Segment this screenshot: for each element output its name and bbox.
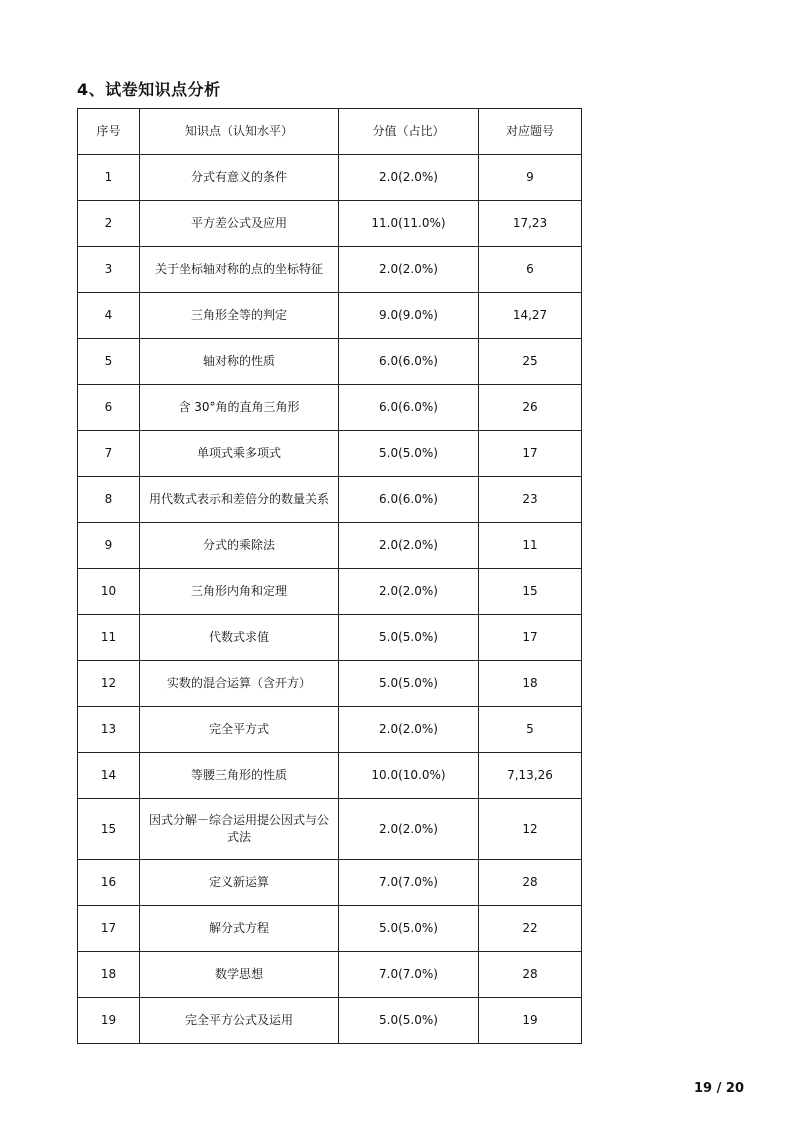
cell-score: 2.0(2.0%): [339, 799, 479, 860]
cell-index: 16: [78, 860, 140, 906]
table-row: [78, 155, 582, 201]
cell-score: 6.0(6.0%): [339, 339, 479, 385]
knowledge-point-table: [77, 108, 582, 1044]
cell-index: 18: [78, 952, 140, 998]
cell-question-numbers: 18: [479, 661, 582, 707]
cell-knowledge-point: 用代数式表示和差倍分的数量关系: [140, 477, 339, 523]
table-row: [78, 431, 582, 477]
cell-index: 3: [78, 247, 140, 293]
cell-question-numbers: 17: [479, 615, 582, 661]
cell-knowledge-point: 完全平方公式及运用: [140, 998, 339, 1044]
cell-score: 5.0(5.0%): [339, 998, 479, 1044]
table-row: [78, 799, 582, 860]
table-row: [78, 998, 582, 1044]
cell-score: 7.0(7.0%): [339, 952, 479, 998]
table-row: [78, 523, 582, 569]
cell-index: 17: [78, 906, 140, 952]
cell-question-numbers: 14,27: [479, 293, 582, 339]
cell-question-numbers: 11: [479, 523, 582, 569]
table-row: [78, 906, 582, 952]
cell-question-numbers: 26: [479, 385, 582, 431]
cell-index: 7: [78, 431, 140, 477]
cell-index: 5: [78, 339, 140, 385]
cell-score: 7.0(7.0%): [339, 860, 479, 906]
cell-score: 5.0(5.0%): [339, 431, 479, 477]
cell-knowledge-point: 解分式方程: [140, 906, 339, 952]
table-row: [78, 707, 582, 753]
cell-knowledge-point: 单项式乘多项式: [140, 431, 339, 477]
cell-question-numbers: 28: [479, 860, 582, 906]
cell-knowledge-point: 数学思想: [140, 952, 339, 998]
cell-question-numbers: 12: [479, 799, 582, 860]
cell-index: 13: [78, 707, 140, 753]
cell-question-numbers: 15: [479, 569, 582, 615]
cell-index: 8: [78, 477, 140, 523]
cell-index: 19: [78, 998, 140, 1044]
cell-score: 2.0(2.0%): [339, 523, 479, 569]
cell-question-numbers: 17,23: [479, 201, 582, 247]
header-question-numbers: 对应题号: [479, 109, 582, 155]
table-row: [78, 293, 582, 339]
cell-knowledge-point: 代数式求值: [140, 615, 339, 661]
cell-index: 2: [78, 201, 140, 247]
cell-score: 11.0(11.0%): [339, 201, 479, 247]
cell-knowledge-point: 完全平方式: [140, 707, 339, 753]
cell-index: 6: [78, 385, 140, 431]
table-body: [78, 155, 582, 1044]
cell-question-numbers: 7,13,26: [479, 753, 582, 799]
cell-question-numbers: 19: [479, 998, 582, 1044]
header-index: 序号: [78, 109, 140, 155]
cell-index: 12: [78, 661, 140, 707]
cell-index: 15: [78, 799, 140, 860]
page-number: 19 / 20: [694, 1081, 744, 1096]
table-row: [78, 477, 582, 523]
table-header-row: [78, 109, 582, 155]
cell-knowledge-point: 三角形内角和定理: [140, 569, 339, 615]
table-row: [78, 569, 582, 615]
cell-score: 6.0(6.0%): [339, 385, 479, 431]
cell-index: 14: [78, 753, 140, 799]
cell-knowledge-point: 轴对称的性质: [140, 339, 339, 385]
cell-knowledge-point: 分式有意义的条件: [140, 155, 339, 201]
header-knowledge-point: 知识点（认知水平）: [140, 109, 339, 155]
table-row: [78, 615, 582, 661]
cell-knowledge-point: 含 30°角的直角三角形: [140, 385, 339, 431]
cell-knowledge-point: 关于坐标轴对称的点的坐标特征: [140, 247, 339, 293]
cell-index: 10: [78, 569, 140, 615]
cell-knowledge-point: 因式分解－综合运用提公因式与公式法: [140, 799, 339, 860]
cell-score: 2.0(2.0%): [339, 247, 479, 293]
cell-score: 6.0(6.0%): [339, 477, 479, 523]
cell-knowledge-point: 等腰三角形的性质: [140, 753, 339, 799]
cell-question-numbers: 6: [479, 247, 582, 293]
cell-index: 9: [78, 523, 140, 569]
cell-score: 5.0(5.0%): [339, 615, 479, 661]
table-row: [78, 952, 582, 998]
cell-index: 11: [78, 615, 140, 661]
table-row: [78, 860, 582, 906]
cell-knowledge-point: 平方差公式及应用: [140, 201, 339, 247]
cell-knowledge-point: 分式的乘除法: [140, 523, 339, 569]
cell-question-numbers: 28: [479, 952, 582, 998]
cell-knowledge-point: 定义新运算: [140, 860, 339, 906]
cell-index: 4: [78, 293, 140, 339]
cell-question-numbers: 25: [479, 339, 582, 385]
section-title: 4、试卷知识点分析: [77, 80, 221, 99]
table-row: [78, 385, 582, 431]
cell-score: 5.0(5.0%): [339, 661, 479, 707]
table-row: [78, 753, 582, 799]
cell-score: 2.0(2.0%): [339, 155, 479, 201]
table-row: [78, 247, 582, 293]
cell-score: 5.0(5.0%): [339, 906, 479, 952]
cell-score: 2.0(2.0%): [339, 707, 479, 753]
cell-question-numbers: 23: [479, 477, 582, 523]
cell-knowledge-point: 实数的混合运算（含开方）: [140, 661, 339, 707]
table-row: [78, 201, 582, 247]
header-score: 分值（占比）: [339, 109, 479, 155]
cell-score: 2.0(2.0%): [339, 569, 479, 615]
table-row: [78, 661, 582, 707]
table-row: [78, 339, 582, 385]
cell-question-numbers: 22: [479, 906, 582, 952]
cell-index: 1: [78, 155, 140, 201]
cell-score: 10.0(10.0%): [339, 753, 479, 799]
cell-question-numbers: 5: [479, 707, 582, 753]
cell-score: 9.0(9.0%): [339, 293, 479, 339]
cell-knowledge-point: 三角形全等的判定: [140, 293, 339, 339]
cell-question-numbers: 9: [479, 155, 582, 201]
cell-question-numbers: 17: [479, 431, 582, 477]
